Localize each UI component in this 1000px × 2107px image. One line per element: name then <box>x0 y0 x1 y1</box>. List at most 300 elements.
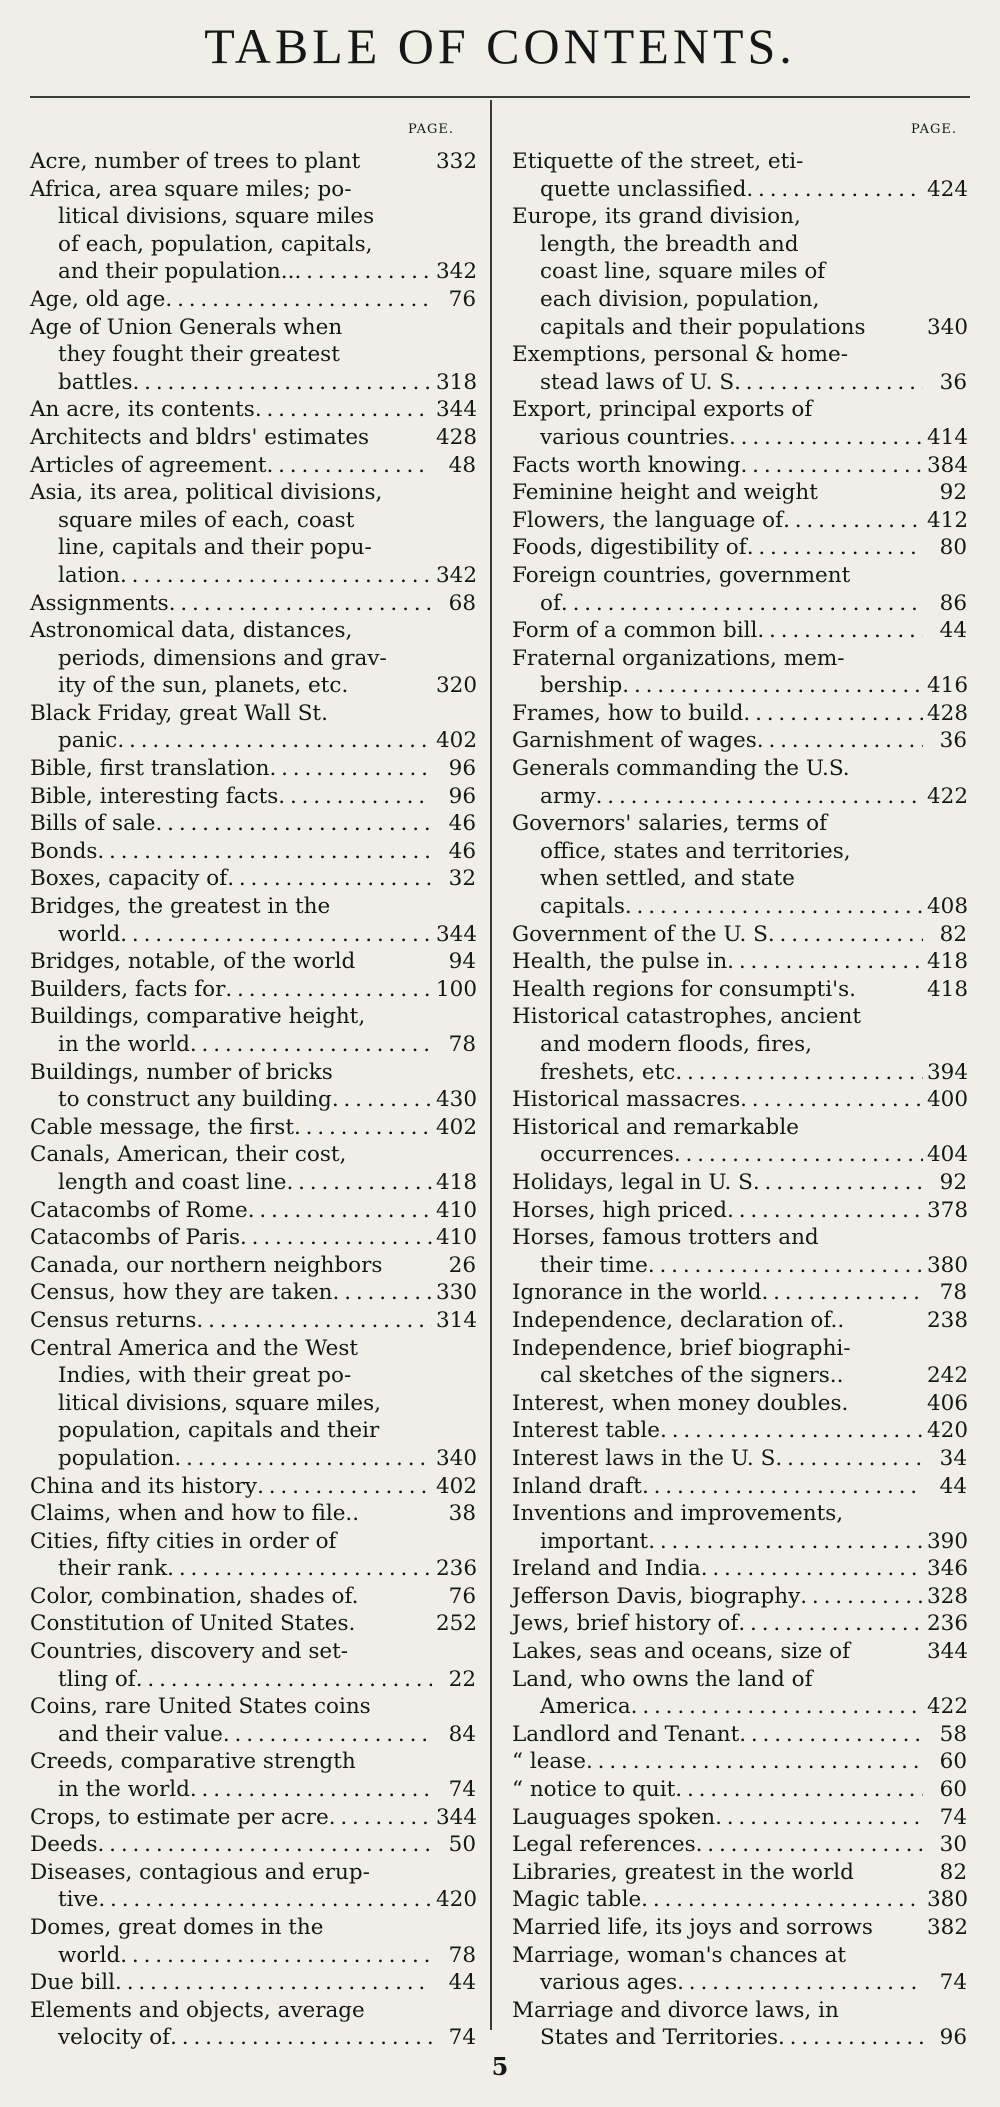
toc-entry <box>30 396 476 424</box>
toc-entry-line <box>30 1086 476 1114</box>
toc-entry-text: Married life, its joys and sorrows <box>512 1915 873 1940</box>
dot-leader <box>675 1059 923 1087</box>
toc-page-number: 38 <box>448 1501 476 1527</box>
toc-entry-text: of each, population, capitals, <box>58 231 373 257</box>
toc-page-number: 58 <box>939 1721 967 1747</box>
toc-entry-text: they fought their greatest <box>58 342 340 368</box>
toc-page-number: 84 <box>448 1721 476 1747</box>
toc-entry <box>512 1500 967 1555</box>
toc-page-number: 44 <box>939 1473 967 1499</box>
toc-entry-text: quette unclassified <box>540 176 747 202</box>
toc-entry-line <box>512 700 967 728</box>
toc-entry-line <box>512 1859 967 1887</box>
toc-entry-text: Catacombs of Rome <box>30 1197 248 1223</box>
toc-entry-text: Constitution of United States. <box>30 1611 356 1637</box>
toc-page-number: 380 <box>927 1887 969 1913</box>
toc-page-number: 320 <box>436 673 478 699</box>
dot-leader <box>223 1721 432 1749</box>
toc-page-number: 402 <box>436 1473 478 1499</box>
toc-page-number: 236 <box>436 1556 478 1582</box>
dot-leader <box>696 1831 923 1859</box>
toc-page-number: 342 <box>436 562 478 588</box>
toc-entry-line <box>30 369 476 397</box>
toc-entry <box>30 1224 476 1252</box>
toc-entry-line <box>30 1638 476 1666</box>
toc-page-number: 94 <box>448 949 476 975</box>
toc-page-number: 382 <box>927 1915 969 1940</box>
toc-entry <box>512 148 967 203</box>
toc-entry <box>512 1417 967 1445</box>
toc-entry-text: Central America and the West <box>30 1335 359 1361</box>
toc-page-number: 46 <box>448 838 476 864</box>
toc-page-number: 74 <box>939 1970 967 1996</box>
dot-leader <box>677 1969 923 1997</box>
toc-page-number: 60 <box>939 1777 967 1803</box>
toc-entry-text: and their value <box>58 1721 223 1747</box>
toc-entry <box>30 1252 476 1280</box>
dot-leader <box>727 948 923 976</box>
toc-entry-line <box>30 534 476 562</box>
toc-entry <box>30 1500 476 1528</box>
toc-page-number: 30 <box>939 1832 967 1858</box>
toc-entry-text: Countries, discovery and set- <box>30 1639 349 1665</box>
toc-entry-text: Europe, its grand division, <box>512 204 801 230</box>
dot-leader <box>648 1252 923 1280</box>
dot-leader <box>257 1473 432 1501</box>
toc-entry <box>512 479 967 507</box>
toc-entry-text: Jefferson Davis, biography <box>512 1583 801 1609</box>
toc-entry <box>30 1997 476 2052</box>
dot-leader <box>170 2024 432 2052</box>
toc-entry-text: Inland draft <box>512 1473 642 1499</box>
toc-page-number: 92 <box>939 1169 967 1195</box>
toc-page-number: 402 <box>436 728 478 754</box>
toc-entry <box>30 948 476 976</box>
toc-entry-text: Bridges, notable, of the world <box>30 949 356 975</box>
toc-entry <box>512 1307 967 1335</box>
toc-entry-line <box>30 1362 476 1390</box>
toc-entry-text: Marriage and divorce laws, in <box>512 1997 839 2023</box>
toc-page-number: 418 <box>927 949 969 975</box>
toc-entry-line <box>512 1693 967 1721</box>
page-title: TABLE OF CONTENTS. <box>204 18 796 74</box>
dot-leader <box>783 507 923 535</box>
toc-page-number: 100 <box>436 976 478 1002</box>
dot-leader <box>727 1197 923 1225</box>
toc-page-number: 238 <box>927 1307 969 1333</box>
toc-page-number: 344 <box>927 1639 969 1665</box>
toc-entry-text: Cities, fifty cities in order of <box>30 1528 337 1554</box>
toc-page-number: 412 <box>927 507 969 533</box>
toc-page-number: 74 <box>448 1777 476 1803</box>
toc-entry-line <box>512 1224 967 1252</box>
toc-entry <box>512 810 967 920</box>
toc-entry-text: Garnishment of wages <box>512 728 757 754</box>
dot-leader <box>648 1528 923 1556</box>
toc-page-number: 416 <box>927 673 969 699</box>
toc-entry-line <box>30 1279 476 1307</box>
toc-entry <box>30 424 476 452</box>
toc-entry <box>30 590 476 618</box>
dot-leader <box>622 672 923 700</box>
toc-entry-text: Horses, high priced <box>512 1197 728 1223</box>
dot-leader <box>133 369 433 397</box>
toc-page-number: 236 <box>927 1611 969 1637</box>
toc-entry-line <box>30 1500 476 1528</box>
toc-entry <box>512 617 967 645</box>
toc-entry-line <box>30 1031 476 1059</box>
toc-page-number: 342 <box>436 259 478 285</box>
dot-leader <box>120 921 432 949</box>
toc-entry-line <box>512 1141 967 1169</box>
toc-page-number: 380 <box>927 1252 969 1278</box>
toc-entry-line <box>30 1528 476 1556</box>
toc-page-number: 46 <box>448 811 476 837</box>
toc-entry-line <box>30 396 476 424</box>
toc-entry-line <box>512 1279 967 1307</box>
toc-entry-text: Horses, famous trotters and <box>512 1225 819 1251</box>
toc-entry-text: population <box>58 1445 175 1471</box>
toc-entry-line <box>30 921 476 949</box>
toc-page-number: 344 <box>436 1804 478 1830</box>
dot-leader <box>97 838 432 866</box>
toc-entry-line <box>30 1610 476 1638</box>
dot-leader <box>586 1748 923 1776</box>
toc-entry-line <box>512 893 967 921</box>
toc-entry-text: An acre, its contents <box>30 397 255 423</box>
toc-entry-line <box>512 1528 967 1556</box>
toc-entry-line <box>30 1859 476 1887</box>
toc-entry-line <box>30 783 476 811</box>
dot-leader <box>561 590 923 618</box>
toc-entry <box>512 1610 967 1638</box>
toc-entry-text: Bible, first translation <box>30 756 270 782</box>
toc-entry-line <box>512 1997 967 2025</box>
dot-leader <box>740 1086 923 1114</box>
toc-entry-text: Catacombs of Paris <box>30 1225 240 1251</box>
toc-entry-text: occurrences <box>540 1142 674 1168</box>
toc-entry-text: of <box>540 590 561 616</box>
toc-entry <box>512 1003 967 1086</box>
page-column-header: PAGE. <box>408 122 454 137</box>
toc-entry-text: Canada, our northern neighbors <box>30 1252 383 1278</box>
toc-entry-text: and modern floods, fires, <box>540 1032 812 1057</box>
toc-entry <box>30 286 476 314</box>
toc-entry-line <box>30 1555 476 1583</box>
toc-entry-text: Astronomical data, distances, <box>30 618 353 644</box>
toc-entry <box>512 1473 967 1501</box>
toc-entry <box>30 865 476 893</box>
dot-leader <box>768 921 923 949</box>
toc-entry <box>512 727 967 755</box>
toc-entry-line <box>512 1335 967 1363</box>
toc-entry-line <box>512 341 967 369</box>
toc-entry-text: Facts worth knowing <box>512 452 741 478</box>
toc-entry <box>512 1279 967 1307</box>
toc-entry-text: cal sketches of the signers.. <box>540 1363 844 1389</box>
toc-entry-line <box>512 534 967 562</box>
toc-entry <box>512 1942 967 1997</box>
toc-page-number: 96 <box>448 756 476 782</box>
toc-entry-line <box>512 1252 967 1280</box>
toc-entry-text: ity of the sun, planets, etc. <box>58 673 349 699</box>
toc-entry-line <box>512 1197 967 1225</box>
dot-leader <box>761 1279 923 1307</box>
toc-entry-line <box>512 1390 967 1418</box>
toc-page-number: 400 <box>927 1087 969 1113</box>
toc-page-number: 418 <box>927 976 969 1002</box>
toc-entry-line <box>512 1114 967 1142</box>
toc-entry-text: Lakes, seas and oceans, size of <box>512 1639 851 1665</box>
toc-entry-line <box>30 1417 476 1445</box>
toc-entry-text: panic <box>58 728 118 754</box>
toc-entry-text: important <box>540 1528 649 1554</box>
dot-leader <box>227 865 432 893</box>
toc-entry-list <box>512 148 967 2052</box>
toc-entry-line <box>30 1307 476 1335</box>
toc-entry-text: Export, principal exports of <box>512 397 813 423</box>
toc-entry-text: Domes, great domes in the <box>30 1915 324 1940</box>
toc-entry-line <box>512 1638 967 1666</box>
toc-entry-line <box>30 865 476 893</box>
toc-entry-text: Historical massacres <box>512 1087 741 1113</box>
toc-entry-line <box>30 1748 476 1776</box>
dot-leader <box>98 1886 432 1914</box>
dot-leader <box>747 534 923 562</box>
toc-entry-text: Independence, brief biographi- <box>512 1335 851 1361</box>
toc-entry <box>30 617 476 700</box>
toc-page-number: 252 <box>436 1611 478 1637</box>
toc-entry-line <box>512 1666 967 1694</box>
dot-leader <box>660 1417 923 1445</box>
toc-entry-line <box>30 838 476 866</box>
toc-entry-line <box>512 645 967 673</box>
toc-entry-line <box>512 479 967 507</box>
toc-entry-text: velocity of <box>58 2025 171 2051</box>
toc-page-number: 340 <box>436 1445 478 1471</box>
toc-entry-line <box>30 1197 476 1225</box>
dot-leader <box>174 1445 432 1473</box>
toc-entry <box>512 1748 967 1776</box>
dot-leader <box>120 1942 432 1970</box>
toc-entry-text: Historical and remarkable <box>512 1114 799 1140</box>
toc-entry-text: coast line, square miles of <box>540 259 826 285</box>
toc-entry-text: each division, population, <box>540 286 820 312</box>
toc-entry <box>512 1445 967 1473</box>
toc-entry <box>512 1721 967 1749</box>
toc-entry-line <box>30 1003 476 1031</box>
dot-leader <box>740 452 923 480</box>
toc-entry-line <box>512 258 967 286</box>
toc-entry-line <box>512 755 967 783</box>
toc-page-number: 74 <box>939 1804 967 1830</box>
toc-entry-text: America <box>540 1694 631 1720</box>
dot-leader <box>240 1224 432 1252</box>
toc-page-number: 428 <box>927 700 969 726</box>
toc-entry-line <box>30 755 476 783</box>
toc-entry <box>30 700 476 755</box>
toc-entry-text: Boxes, capacity of <box>30 866 228 892</box>
toc-page-number: 22 <box>448 1666 476 1692</box>
toc-page-number: 346 <box>927 1556 969 1582</box>
toc-entry-line <box>30 1886 476 1914</box>
dot-leader <box>169 590 432 618</box>
toc-entry-text: their time <box>540 1252 648 1278</box>
dot-leader <box>641 1886 923 1914</box>
toc-entry <box>512 1390 967 1418</box>
toc-entry-text: capitals <box>540 894 625 920</box>
toc-entry-line <box>512 176 967 204</box>
toc-entry-text: lation <box>58 562 121 588</box>
dot-leader <box>739 1721 923 1749</box>
dot-leader <box>333 1279 432 1307</box>
toc-entry <box>30 314 476 397</box>
toc-entry-text: Creeds, comparative strength <box>30 1749 356 1775</box>
toc-entry-text: in the world <box>58 1777 190 1803</box>
toc-entry <box>512 1169 967 1197</box>
toc-entry-line <box>30 1169 476 1197</box>
toc-page-number: 36 <box>939 369 967 395</box>
toc-entry-line <box>30 452 476 480</box>
toc-page-number: 50 <box>448 1832 476 1858</box>
toc-entry <box>30 1307 476 1335</box>
toc-page-number: 92 <box>939 480 967 506</box>
toc-entry <box>512 1086 967 1114</box>
toc-entry <box>30 1197 476 1225</box>
toc-entry-line <box>30 590 476 618</box>
toc-entry-text: Health regions for consumpti's. <box>512 976 856 1002</box>
toc-entry-text: Historical catastrophes, ancient <box>512 1004 862 1030</box>
toc-entry-list <box>30 148 476 2052</box>
toc-entry-line <box>512 783 967 811</box>
toc-entry <box>30 1059 476 1114</box>
toc-entry-text: Bonds <box>30 838 98 864</box>
toc-entry <box>512 645 967 700</box>
toc-entry-text: square miles of each, coast <box>58 507 355 533</box>
toc-entry <box>512 1114 967 1169</box>
toc-entry-line <box>30 1141 476 1169</box>
toc-page-number: 74 <box>448 2025 476 2051</box>
toc-entry-text: Legal references <box>512 1832 696 1858</box>
toc-entry-text: Ignorance in the world <box>512 1280 762 1306</box>
toc-entry-line <box>512 1500 967 1528</box>
toc-entry <box>512 1638 967 1666</box>
toc-page-number: 76 <box>448 1583 476 1609</box>
toc-entry-line <box>512 1831 967 1859</box>
toc-entry-line <box>512 1417 967 1445</box>
toc-entry-text: Elements and objects, average <box>30 1997 365 2023</box>
toc-page-number: 378 <box>927 1197 969 1223</box>
toc-entry-line <box>512 727 967 755</box>
toc-entry <box>512 1804 967 1832</box>
toc-page-number: 332 <box>436 149 478 174</box>
toc-column-right <box>512 112 967 2052</box>
toc-entry <box>512 1555 967 1583</box>
toc-entry-text: Foods, digestibility of <box>512 535 747 561</box>
toc-entry-line <box>512 286 967 314</box>
toc-entry-text: States and Territories <box>540 2025 779 2051</box>
toc-entry-text: Marriage, woman's chances at <box>512 1942 847 1968</box>
toc-page-number: 418 <box>436 1169 478 1195</box>
toc-page-number: 404 <box>927 1142 969 1168</box>
toc-entry-line <box>30 314 476 342</box>
toc-entry-text: Etiquette of the street, eti- <box>512 149 804 174</box>
toc-entry-text: Jews, brief history of <box>512 1611 739 1637</box>
toc-page-number: 328 <box>927 1583 969 1609</box>
toc-entry <box>30 893 476 948</box>
toc-entry-line <box>30 1390 476 1418</box>
toc-entry-text: their rank <box>58 1556 168 1582</box>
toc-entry-text: Diseases, contagious and erup- <box>30 1859 370 1885</box>
dot-leader <box>167 1555 432 1583</box>
toc-page-number: 424 <box>927 176 969 202</box>
dot-leader <box>136 1666 432 1694</box>
toc-entry-line <box>30 1804 476 1832</box>
toc-entry-line <box>512 369 967 397</box>
toc-entry-text: tling of <box>58 1666 136 1692</box>
toc-entry <box>512 507 967 535</box>
toc-entry-text: Buildings, number of bricks <box>30 1059 333 1085</box>
dot-leader <box>734 369 923 397</box>
toc-entry-line <box>512 810 967 838</box>
toc-entry-line <box>512 1776 967 1804</box>
toc-page-number: 414 <box>927 424 969 450</box>
page-number: 5 <box>491 2052 509 2081</box>
toc-page-number: 330 <box>436 1280 478 1306</box>
toc-entry-text: army <box>540 783 596 809</box>
toc-entry-text: Interest table <box>512 1418 661 1444</box>
toc-page-number: 82 <box>939 1859 967 1885</box>
toc-entry-line <box>30 893 476 921</box>
dot-leader <box>757 727 923 755</box>
toc-entry-text: Government of the U. S <box>512 921 768 947</box>
toc-entry-line <box>30 1445 476 1473</box>
dot-leader <box>757 617 923 645</box>
toc-entry <box>512 921 967 949</box>
toc-entry-line <box>512 1086 967 1114</box>
dot-leader <box>778 2024 923 2052</box>
toc-entry-line <box>512 1555 967 1583</box>
toc-entry-text: Africa, area square miles; po- <box>30 176 352 202</box>
toc-entry-line <box>512 1362 967 1390</box>
toc-entry-text: “ notice to quit <box>512 1777 676 1803</box>
toc-entry-line <box>512 396 967 424</box>
dot-leader <box>269 755 432 783</box>
toc-entry-line <box>30 286 476 314</box>
toc-entry-line <box>512 1307 967 1335</box>
toc-entry <box>30 176 476 286</box>
toc-entry-line <box>30 176 476 204</box>
toc-entry <box>30 1141 476 1196</box>
toc-entry-line <box>30 1583 476 1611</box>
toc-entry-line <box>30 1252 476 1280</box>
toc-entry <box>30 1914 476 1969</box>
toc-entry-line <box>512 921 967 949</box>
toc-entry-text: Census, how they are taken <box>30 1280 333 1306</box>
toc-entry-text: Exemptions, personal & home- <box>512 342 848 368</box>
toc-entry <box>512 976 967 1004</box>
toc-entry-line <box>512 976 967 1004</box>
dot-leader <box>715 1804 923 1832</box>
toc-entry <box>30 755 476 783</box>
toc-entry-line <box>30 148 476 176</box>
dot-leader <box>332 1086 432 1114</box>
toc-entry-text: office, states and territories, <box>540 838 851 864</box>
toc-entry <box>30 1831 476 1859</box>
toc-entry <box>30 1748 476 1803</box>
toc-entry <box>512 1997 967 2052</box>
dot-leader <box>329 1804 432 1832</box>
